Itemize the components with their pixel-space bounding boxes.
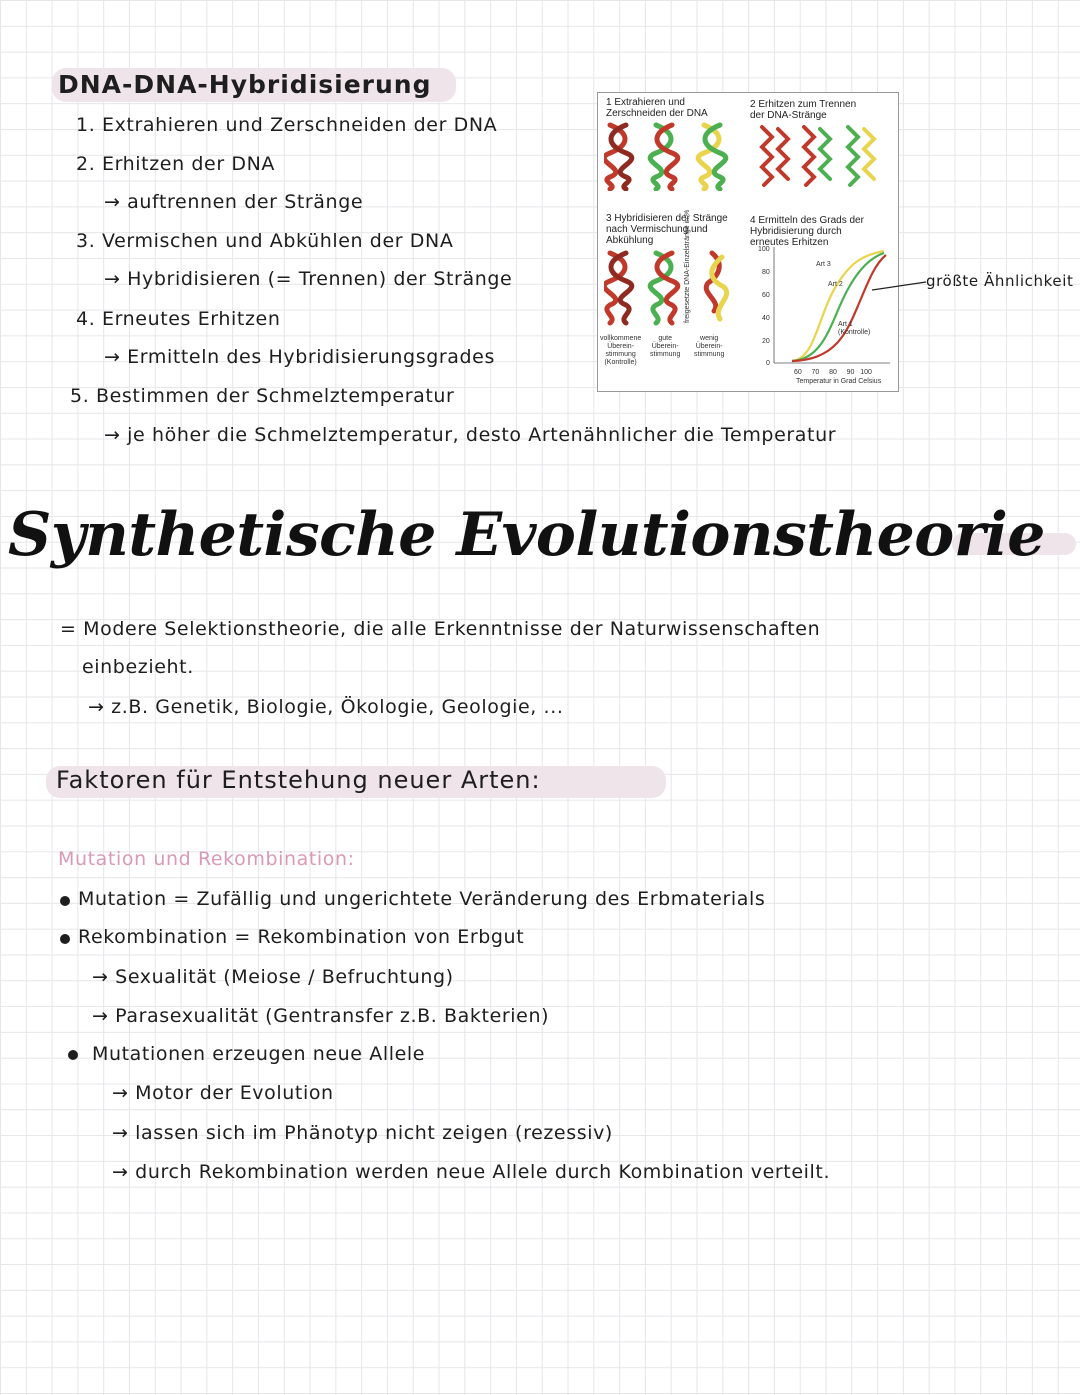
x-tick-60: 60	[794, 369, 802, 376]
x-tick-100: 100	[860, 369, 872, 376]
page-title: Synthetische Evolutionstheorie	[8, 500, 1045, 570]
label-full-match: vollkommene Überein- stimmung (Kontrolle)	[600, 335, 642, 366]
x-tick-80: 80	[829, 369, 837, 376]
step-2-detail: → auftrennen der Stränge	[104, 191, 364, 213]
step-4: 4. Erneutes Erhitzen	[76, 308, 281, 330]
series-label-art3: Art 3	[816, 261, 831, 268]
y-tick-100: 100	[758, 246, 770, 253]
hybridization-figure	[597, 92, 899, 392]
label-low-match: wenig Überein- stimmung	[694, 335, 725, 358]
step-4-detail: → Ermitteln des Hybridisierungsgrades	[104, 346, 495, 368]
item-phenotype: → lassen sich im Phänotyp nicht zeigen (rezessiv)	[112, 1122, 613, 1144]
step-2: 2. Erhitzen der DNA	[76, 153, 276, 175]
definition-line-2: einbezieht.	[82, 656, 194, 678]
bullet-3	[68, 1050, 78, 1060]
panel-1-caption: 1 Extrahieren und Zerschneiden der DNA	[606, 97, 708, 119]
item-sexuality: → Sexualität (Meiose / Befruchtung)	[92, 966, 454, 988]
section-heading-hybridisierung: DNA-DNA-Hybridisierung	[58, 70, 432, 99]
dna-strands-panel-2	[756, 123, 896, 189]
x-tick-70: 70	[811, 369, 820, 376]
series-label-art1: Art 1 (Kontrolle)	[838, 321, 871, 336]
step-3-detail: → Hybridisieren (= Trennen) der Stränge	[104, 268, 513, 290]
bullet-1	[60, 896, 70, 906]
x-ticks	[794, 369, 872, 377]
item-motor: → Motor der Evolution	[112, 1082, 334, 1104]
panel-2-caption: 2 Erhitzen zum Trennen der DNA-Stränge	[750, 99, 857, 121]
series-label-art2: Art 2	[828, 281, 843, 288]
step-5: 5. Bestimmen der Schmelztemperatur	[70, 385, 455, 407]
panel-4-caption: 4 Ermitteln des Grads der Hybridisierung durch erneutes Erhitzen	[750, 215, 864, 248]
label-good-match: gute Überein- stimmung	[650, 335, 681, 358]
item-recombination: Rekombination = Rekombination von Erbgut	[78, 926, 525, 948]
subheading-mutation-recombination: Mutation und Rekombination:	[58, 848, 355, 870]
y-tick-20: 20	[762, 338, 770, 345]
dna-helix-panel-1	[604, 121, 744, 191]
bullet-2	[60, 934, 70, 944]
dna-hybrid-panel-3	[604, 249, 744, 329]
definition-line-1: = Modere Selektionstheorie, die alle Erkenntnisse der Naturwissenschaften	[60, 618, 821, 640]
step-5-detail: → je höher die Schmelztemperatur, desto Artenähnlicher die Temperatur	[104, 424, 837, 446]
annotation-line	[872, 276, 928, 296]
chart-y-axis-label: freigesetzte DNA-Einzelstränge in %	[684, 209, 691, 323]
step-1: 1. Extrahieren und Zerschneiden der DNA	[76, 114, 498, 136]
annotation-greatest-similarity: größte Ähnlichkeit	[926, 272, 1074, 290]
item-mutations-alleles: Mutationen erzeugen neue Allele	[92, 1043, 426, 1065]
y-tick-0: 0	[766, 360, 770, 367]
y-tick-60: 60	[762, 292, 770, 299]
definition-examples: → z.B. Genetik, Biologie, Ökologie, Geologie, ...	[88, 696, 564, 718]
x-tick-90: 90	[846, 369, 855, 376]
chart-x-axis-label: Temperatur in Grad Celsius	[796, 378, 882, 385]
item-mutation: Mutation = Zufällig und ungerichtete Veränderung des Erbmaterials	[78, 888, 766, 910]
step-3: 3. Vermischen und Abkühlen der DNA	[76, 230, 454, 252]
y-tick-80: 80	[762, 269, 770, 276]
y-tick-40: 40	[762, 315, 770, 322]
factors-heading: Faktoren für Entstehung neuer Arten:	[56, 766, 541, 794]
item-parasexuality: → Parasexualität (Gentransfer z.B. Bakterien)	[92, 1005, 550, 1027]
item-recombination-alleles: → durch Rekombination werden neue Allele durch Kombination verteilt.	[112, 1161, 831, 1183]
panel-3-caption: 3 Hybridisieren der Stränge nach Vermischung und Abkühlung	[606, 213, 728, 246]
